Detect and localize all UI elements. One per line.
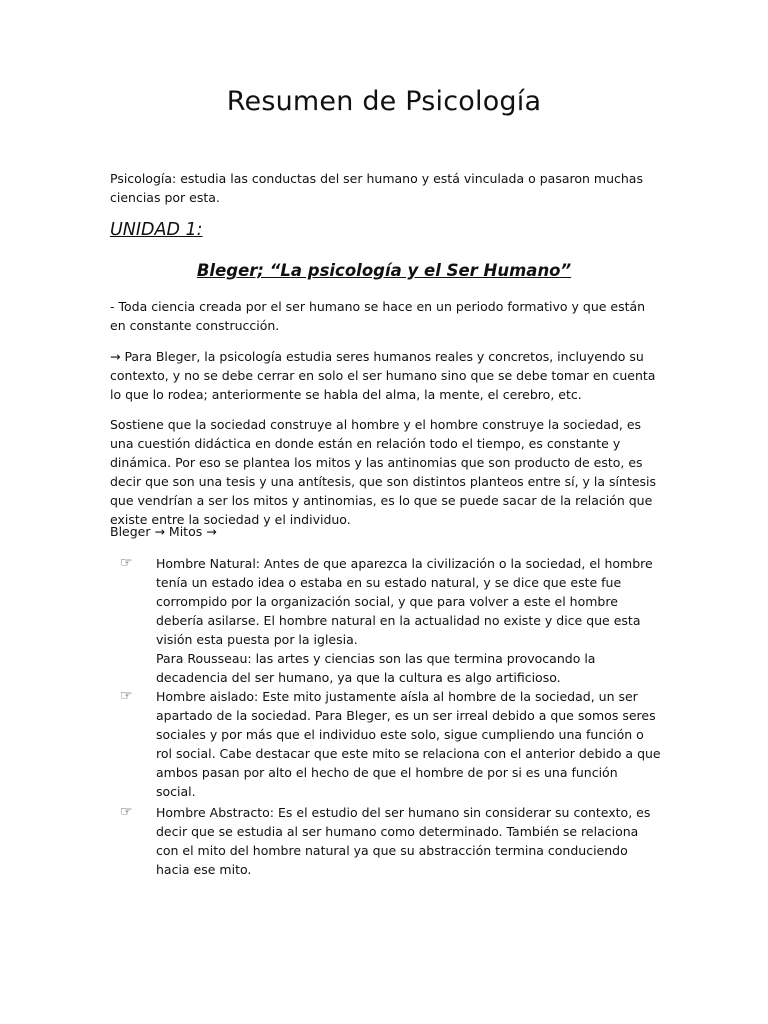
- bullet-hombre-abstracto: [156, 803, 661, 879]
- bullet-term: Hombre Natural:: [156, 556, 261, 571]
- bullet-text: Este mito justamente aísla al hombre de la sociedad, un ser apartado de la sociedad. Para Bleger, es un ser irreal debido a que somos seres sociales y por más que el individuo este solo, sigue cumpliendo una función o rol social. Cabe destacar que este mito se relaciona con el anterior debido a que ambos pasan por alto el hecho de que el hombre de por si es una función social.: [156, 689, 661, 799]
- pointing-hand-icon: ☞: [120, 555, 133, 571]
- bullet-text: Antes de que aparezca la civilización o la sociedad, el hombre tenía un estado idea o estaba en su estado natural, y se dice que este fue corrompido por la organización social, y que para volver a este el hombre debería asilarse. El hombre natural en la actualidad no existe y dice que esta visión esta puesta por la iglesia.: [156, 556, 653, 647]
- mitos-line: Bleger → Mitos →: [110, 524, 217, 539]
- document-title: Resumen de Psicología: [226, 86, 542, 117]
- bullet-term: Hombre aislado:: [156, 689, 259, 704]
- bullet-hombre-aislado: [156, 687, 661, 801]
- pointing-hand-icon: ☞: [120, 804, 133, 820]
- bullet-term: Hombre Abstracto:: [156, 805, 275, 820]
- paragraph-3: Sostiene que la sociedad construye al hombre y el hombre construye la sociedad, es una cuestión didáctica en donde están en relación todo el tiempo, es constante y dinámica. Por eso se plantea los mitos y las antinomias que son producto de esto, es decir que son una tesis y una antítesis, que son distintos planteos entre sí, y la síntesis que vendrían a ser los mitos y antinomias, es lo que se puede sacar de la relación que existe entre la sociedad y el individuo.: [110, 417, 657, 527]
- section-title: Bleger; “La psicología y el Ser Humano”: [196, 261, 572, 280]
- paragraph-2: → Para Bleger, la psicología estudia seres humanos reales y concretos, incluyendo su contexto, y no se debe cerrar en solo el ser humano sino que se debe tomar en cuenta lo que lo rodea; anteriormente se habla del alma, la mente, el cerebro, etc.: [110, 349, 656, 402]
- paragraph-1: - Toda ciencia creada por el ser humano se hace en un periodo formativo y que están en constante construcción.: [110, 299, 646, 333]
- bullet-hombre-natural: [156, 554, 661, 687]
- intro-paragraph: Psicología: estudia las conductas del ser humano y está vinculada o pasaron muchas ciencias por esta.: [110, 171, 643, 205]
- bullet-text: Es el estudio del ser humano sin considerar su contexto, es decir que se estudia al ser humano como determinado. También se relaciona con el mito del hombre natural ya que su abstracción termina conduciendo hacia ese mito.: [156, 805, 651, 877]
- pointing-hand-icon: ☞: [120, 688, 133, 704]
- unit-heading: UNIDAD 1:: [110, 220, 203, 240]
- bullet-extra: Para Rousseau: las artes y ciencias son las que termina provocando la decadencia del ser humano, ya que la cultura es algo artificioso.: [156, 651, 596, 685]
